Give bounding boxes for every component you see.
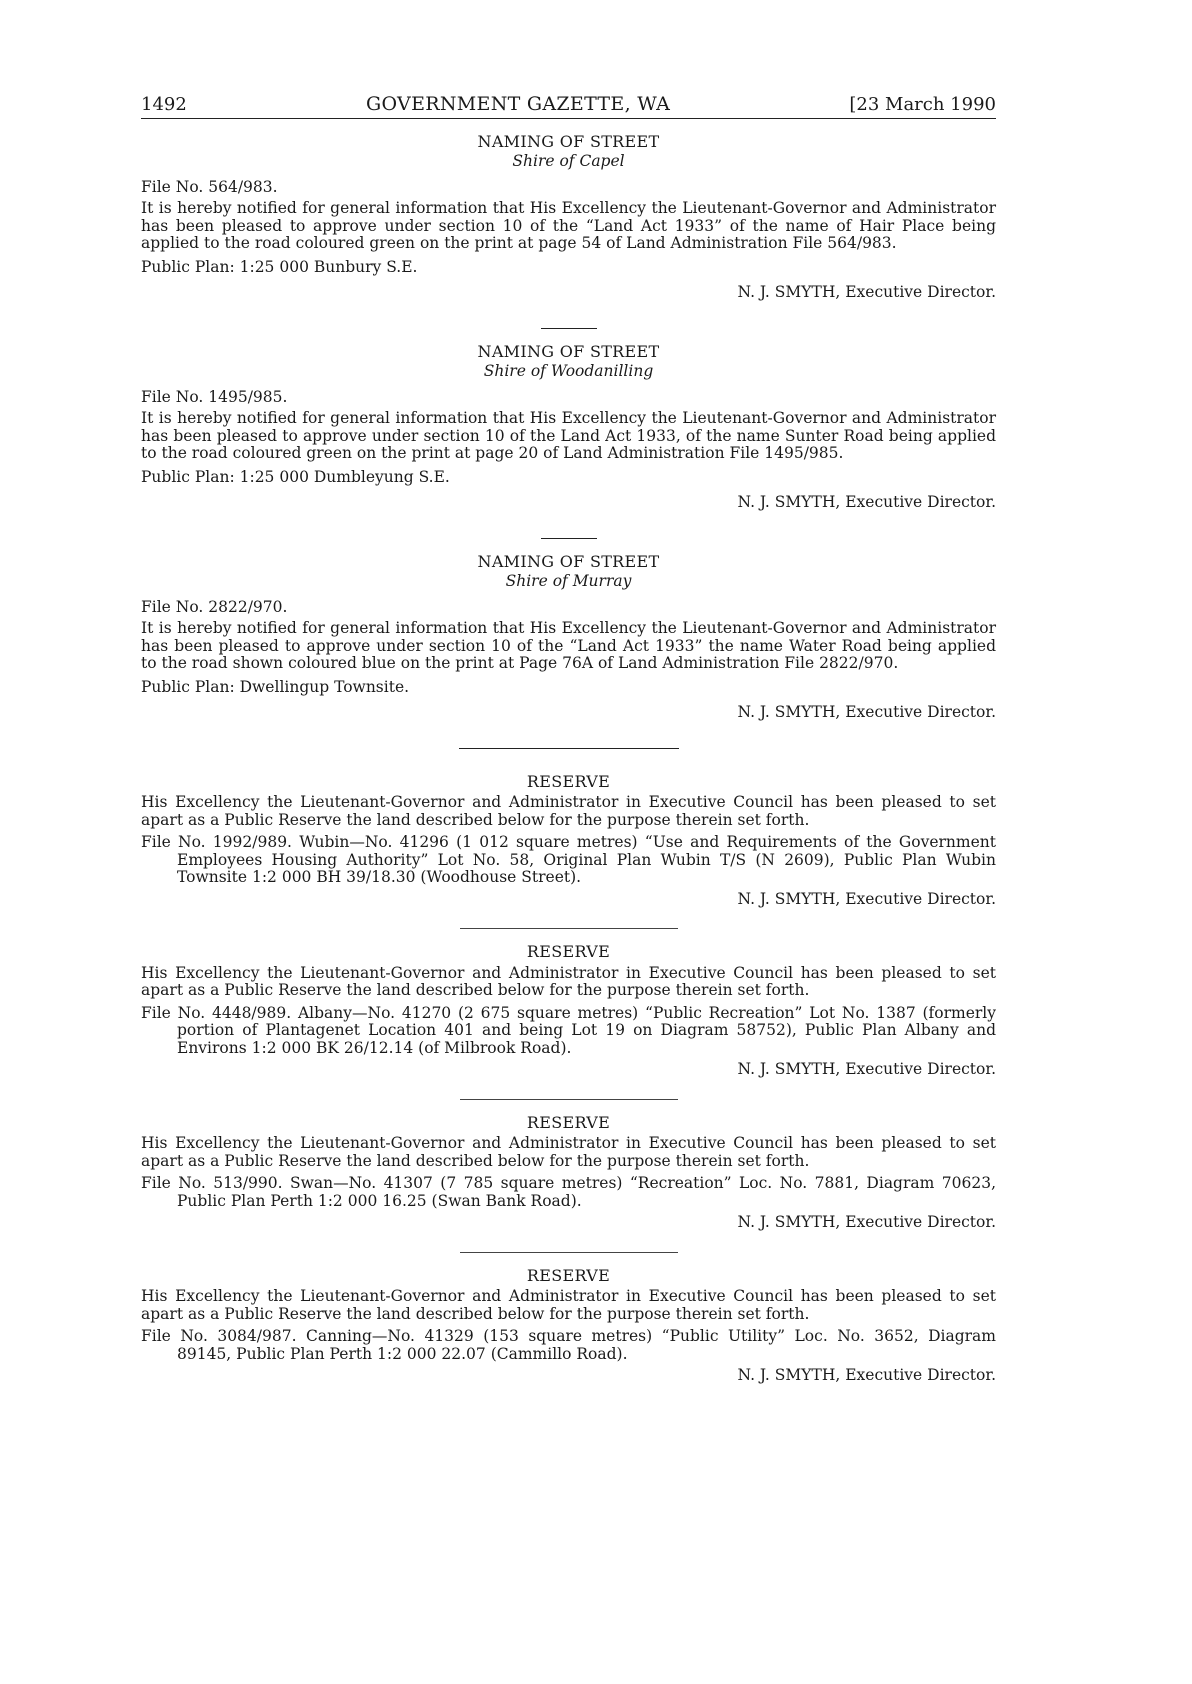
divider [460, 928, 678, 929]
file-number: File No. 1495/985. [141, 387, 288, 406]
notice-body: It is hereby notified for general information that His Excellency the Lieutenant-Governor and Administrator has been pleased to approve under section 10 of the Land Act 1933, of the name Sunter Road being applied to the road coloured green on the print at page 20 of Land Administration File 1495/985. [141, 409, 996, 462]
publication-title: GOVERNMENT GAZETTE, WA [366, 93, 671, 115]
section-divider [459, 748, 679, 749]
public-plan: Public Plan: Dwellingup Townsite. [141, 677, 410, 696]
gazette-page [141, 93, 996, 1385]
reserve-intro: His Excellency the Lieutenant-Governor and Administrator in Executive Council has been pleased to set apart as a Public Reserve the land described below for the purpose therein set forth. [141, 793, 996, 829]
notice-heading: NAMING OF STREET [477, 551, 660, 571]
reserve-item: File No. 513/990. Swan—No. 41307 (7 785 square metres) “Recreation” Loc. No. 7881, Diagram 70623, Public Plan Perth 1:2 000 16.25 (Swan Bank Road). [141, 1174, 996, 1210]
notice-shire: Shire of Murray [505, 572, 632, 590]
signature: N. J. SMYTH, Executive Director. [737, 703, 996, 721]
signature: N. J. SMYTH, Executive Director. [737, 283, 996, 301]
notice-body: It is hereby notified for general information that His Excellency the Lieutenant-Governor and Administrator has been pleased to approve under section 10 of the “Land Act 1933” the name Water Road being applied to the road shown coloured blue on the print at Page 76A of Land Administration File 2822/970. [141, 619, 996, 672]
file-number: File No. 564/983. [141, 177, 278, 196]
file-number: File No. 2822/970. [141, 597, 288, 616]
divider [541, 538, 597, 539]
reserve-intro: His Excellency the Lieutenant-Governor and Administrator in Executive Council has been pleased to set apart as a Public Reserve the land described below for the purpose therein set forth. [141, 1287, 996, 1323]
reserve-notice [141, 1267, 996, 1385]
reserve-intro: His Excellency the Lieutenant-Governor and Administrator in Executive Council has been pleased to set apart as a Public Reserve the land described below for the purpose therein set forth. [141, 1134, 996, 1170]
divider [460, 1252, 678, 1253]
signature: N. J. SMYTH, Executive Director. [737, 493, 996, 511]
signature: N. J. SMYTH, Executive Director. [737, 1366, 996, 1384]
notice-shire: Shire of Woodanilling [483, 362, 654, 380]
notice-body: It is hereby notified for general information that His Excellency the Lieutenant-Governor and Administrator has been pleased to approve under section 10 of the “Land Act 1933” of the name of Hair Place being applied to the road coloured green on the print at page 54 of Land Administration File 564/983. [141, 199, 996, 252]
reserve-item: File No. 3084/987. Canning—No. 41329 (153 square metres) “Public Utility” Loc. No. 3652, Diagram 89145, Public Plan Perth 1:2 000 22.07 (Cammillo Road). [141, 1327, 996, 1363]
naming-notice [141, 343, 996, 512]
signature: N. J. SMYTH, Executive Director. [737, 1060, 996, 1078]
reserve-notice [141, 773, 996, 909]
issue-date: [23 March 1990 [849, 94, 996, 115]
naming-notice [141, 133, 996, 302]
divider [460, 1099, 678, 1100]
reserve-notice [141, 943, 996, 1079]
reserve-notice [141, 1114, 996, 1232]
page-number: 1492 [141, 94, 187, 115]
signature: N. J. SMYTH, Executive Director. [737, 889, 996, 908]
reserve-item: File No. 1992/989. Wubin—No. 41296 (1 012 square metres) “Use and Requirements of the Government Employees Housing Authority” Lot No. 58, Original Plan Wubin T/S (N 2609), Public Plan Wubin Townsite 1:2 000 BH 39/18.30 (Woodhouse Street). [141, 833, 996, 886]
notice-heading: RESERVE [526, 1265, 611, 1285]
reserve-item: File No. 4448/989. Albany—No. 41270 (2 675 square metres) “Public Recreation” Lot No. 1387 (formerly portion of Plantagenet Location 401 and being Lot 19 on Diagram 58752), Public Plan Albany and Environs 1:2 000 BK 26/12.14 (of Milbrook Road). [141, 1003, 996, 1057]
notice-heading: NAMING OF STREET [477, 131, 660, 151]
notice-heading: RESERVE [526, 771, 611, 791]
public-plan: Public Plan: 1:25 000 Dumbleyung S.E. [141, 467, 450, 486]
divider [541, 328, 597, 329]
naming-notice [141, 553, 996, 722]
notice-heading: NAMING OF STREET [477, 341, 660, 361]
notice-heading: RESERVE [526, 942, 611, 961]
notice-heading: RESERVE [526, 1112, 611, 1132]
notice-shire: Shire of Capel [512, 152, 625, 170]
public-plan: Public Plan: 1:25 000 Bunbury S.E. [141, 257, 418, 276]
page-header [141, 93, 996, 119]
signature: N. J. SMYTH, Executive Director. [737, 1213, 996, 1231]
reserve-intro: His Excellency the Lieutenant-Governor and Administrator in Executive Council has been pleased to set apart as a Public Reserve the land described below for the purpose therein set forth. [141, 963, 996, 999]
